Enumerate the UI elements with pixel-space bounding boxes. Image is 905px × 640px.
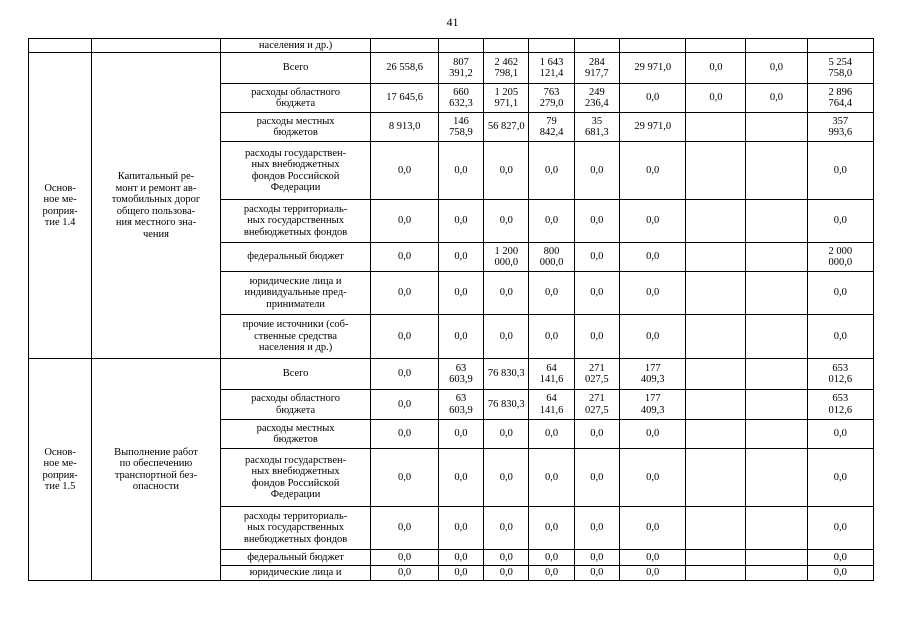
value-cell: 0,0	[371, 550, 438, 566]
measure-name-cell: Выполнение работ по обеспечению транспортной без- опасности	[92, 359, 221, 581]
table-row	[29, 39, 874, 53]
value-cell	[746, 142, 807, 200]
value-cell: 800 000,0	[529, 243, 574, 272]
value-cell: 0,0	[574, 449, 619, 507]
value-cell: 63 603,9	[438, 359, 483, 390]
value-cell: 0,0	[574, 507, 619, 550]
funding-source-cell: Всего	[220, 359, 371, 390]
name-cell	[92, 39, 221, 53]
value-cell: 0,0	[438, 507, 483, 550]
value-cell: 64 141,6	[529, 390, 574, 420]
value-cell: 0,0	[807, 200, 873, 243]
value-cell: 0,0	[484, 449, 529, 507]
value-cell: 0,0	[529, 420, 574, 449]
value-cell: 0,0	[438, 142, 483, 200]
value-cell: 0,0	[438, 550, 483, 566]
value-cell: 29 971,0	[620, 53, 686, 84]
funding-source-cell: расходы территориаль- ных государственных внебюджетных фондов	[220, 507, 371, 550]
value-cell: 0,0	[620, 315, 686, 359]
funding-source-cell: юридические лица и индивидуальные пред- приниматели	[220, 272, 371, 315]
value-cell	[746, 420, 807, 449]
value-cell	[746, 507, 807, 550]
value-cell: 0,0	[807, 272, 873, 315]
page-number: 41	[446, 15, 459, 29]
value-cell: 0,0	[529, 507, 574, 550]
value-cell: 0,0	[807, 315, 873, 359]
value-cell: 0,0	[574, 420, 619, 449]
value-cell	[620, 39, 686, 53]
value-cell: 2 462 798,1	[484, 53, 529, 84]
value-cell: 0,0	[438, 272, 483, 315]
value-cell: 0,0	[620, 566, 686, 581]
value-cell: 76 830,3	[484, 390, 529, 420]
value-cell	[686, 272, 746, 315]
value-cell: 0,0	[620, 507, 686, 550]
value-cell: 0,0	[371, 359, 438, 390]
value-cell	[746, 550, 807, 566]
value-cell: 0,0	[484, 507, 529, 550]
table-row	[29, 359, 874, 390]
value-cell: 76 830,3	[484, 359, 529, 390]
value-cell: 763 279,0	[529, 84, 574, 113]
value-cell	[438, 39, 483, 53]
value-cell	[686, 390, 746, 420]
value-cell: 0,0	[746, 53, 807, 84]
value-cell: 0,0	[746, 84, 807, 113]
value-cell	[686, 420, 746, 449]
value-cell: 0,0	[371, 272, 438, 315]
value-cell: 0,0	[686, 84, 746, 113]
value-cell: 29 971,0	[620, 113, 686, 142]
value-cell: 0,0	[620, 420, 686, 449]
value-cell	[746, 272, 807, 315]
value-cell: 5 254 758,0	[807, 53, 873, 84]
value-cell	[686, 566, 746, 581]
value-cell: 0,0	[484, 142, 529, 200]
value-cell	[686, 200, 746, 243]
value-cell	[686, 142, 746, 200]
table-row	[29, 53, 874, 84]
value-cell: 0,0	[620, 84, 686, 113]
value-cell: 0,0	[807, 550, 873, 566]
value-cell: 0,0	[371, 142, 438, 200]
value-cell: 271 027,5	[574, 390, 619, 420]
value-cell: 0,0	[807, 449, 873, 507]
value-cell: 0,0	[807, 142, 873, 200]
value-cell: 0,0	[371, 315, 438, 359]
value-cell	[746, 359, 807, 390]
value-cell	[686, 243, 746, 272]
funding-source-cell: Всего	[220, 53, 371, 84]
value-cell: 0,0	[620, 243, 686, 272]
value-cell: 357 993,6	[807, 113, 873, 142]
value-cell	[484, 39, 529, 53]
value-cell	[686, 113, 746, 142]
value-cell	[746, 566, 807, 581]
value-cell: 8 913,0	[371, 113, 438, 142]
value-cell: 0,0	[371, 420, 438, 449]
value-cell: 0,0	[686, 53, 746, 84]
value-cell: 0,0	[438, 200, 483, 243]
value-cell: 0,0	[529, 566, 574, 581]
value-cell: 0,0	[371, 449, 438, 507]
value-cell	[746, 39, 807, 53]
value-cell: 660 632,3	[438, 84, 483, 113]
value-cell	[746, 243, 807, 272]
value-cell: 653 012,6	[807, 359, 873, 390]
value-cell: 249 236,4	[574, 84, 619, 113]
funding-source-cell: расходы областного бюджета	[220, 84, 371, 113]
value-cell: 0,0	[807, 507, 873, 550]
funding-source-cell: расходы территориаль- ных государственных внебюджетных фондов	[220, 200, 371, 243]
value-cell	[746, 113, 807, 142]
measure-cell: Основ- ное ме- роприя- тие 1.5	[29, 359, 92, 581]
value-cell	[746, 390, 807, 420]
value-cell: 0,0	[438, 566, 483, 581]
value-cell: 0,0	[620, 142, 686, 200]
value-cell	[686, 507, 746, 550]
value-cell	[686, 449, 746, 507]
funding-source-cell: населения и др.)	[220, 39, 371, 53]
value-cell: 26 558,6	[371, 53, 438, 84]
value-cell: 0,0	[484, 315, 529, 359]
value-cell: 0,0	[807, 566, 873, 581]
value-cell: 0,0	[371, 390, 438, 420]
value-cell: 146 758,9	[438, 113, 483, 142]
value-cell: 0,0	[529, 272, 574, 315]
value-cell: 0,0	[529, 200, 574, 243]
funding-source-cell: расходы областного бюджета	[220, 390, 371, 420]
value-cell	[686, 550, 746, 566]
value-cell: 807 391,2	[438, 53, 483, 84]
value-cell: 177 409,3	[620, 359, 686, 390]
funding-source-cell: федеральный бюджет	[220, 550, 371, 566]
value-cell: 35 681,3	[574, 113, 619, 142]
value-cell: 177 409,3	[620, 390, 686, 420]
value-cell: 0,0	[484, 420, 529, 449]
value-cell: 0,0	[438, 420, 483, 449]
value-cell: 0,0	[371, 566, 438, 581]
value-cell: 0,0	[574, 200, 619, 243]
value-cell: 79 842,4	[529, 113, 574, 142]
value-cell: 0,0	[371, 200, 438, 243]
value-cell: 0,0	[529, 315, 574, 359]
value-cell: 0,0	[484, 550, 529, 566]
value-cell: 0,0	[484, 272, 529, 315]
value-cell	[574, 39, 619, 53]
value-cell: 1 205 971,1	[484, 84, 529, 113]
value-cell	[686, 359, 746, 390]
value-cell: 0,0	[620, 449, 686, 507]
value-cell: 0,0	[371, 243, 438, 272]
funding-source-cell: федеральный бюджет	[220, 243, 371, 272]
value-cell: 0,0	[574, 550, 619, 566]
value-cell: 0,0	[438, 243, 483, 272]
value-cell: 0,0	[371, 507, 438, 550]
measure-cell	[29, 39, 92, 53]
value-cell: 0,0	[484, 200, 529, 243]
value-cell: 0,0	[529, 142, 574, 200]
value-cell: 0,0	[574, 142, 619, 200]
value-cell	[746, 315, 807, 359]
value-cell: 63 603,9	[438, 390, 483, 420]
budget-table	[28, 38, 874, 581]
value-cell	[686, 39, 746, 53]
value-cell: 1 200 000,0	[484, 243, 529, 272]
value-cell	[807, 39, 873, 53]
value-cell: 2 000 000,0	[807, 243, 873, 272]
value-cell: 0,0	[574, 243, 619, 272]
funding-source-cell: юридические лица и	[220, 566, 371, 581]
value-cell: 0,0	[529, 550, 574, 566]
funding-source-cell: прочие источники (соб- ственные средства населения и др.)	[220, 315, 371, 359]
value-cell: 64 141,6	[529, 359, 574, 390]
value-cell: 0,0	[807, 420, 873, 449]
funding-source-cell: расходы государствен- ных внебюджетных фондов Российской Федерации	[220, 142, 371, 200]
value-cell: 0,0	[574, 315, 619, 359]
value-cell: 1 643 121,4	[529, 53, 574, 84]
measure-name-cell: Капитальный ре- монт и ремонт ав- томобильных дорог общего пользова- ния местного зна- чения	[92, 53, 221, 359]
value-cell: 0,0	[574, 272, 619, 315]
value-cell: 0,0	[620, 272, 686, 315]
value-cell: 0,0	[574, 566, 619, 581]
value-cell: 17 645,6	[371, 84, 438, 113]
funding-source-cell: расходы государствен- ных внебюджетных фондов Российской Федерации	[220, 449, 371, 507]
value-cell: 0,0	[620, 200, 686, 243]
funding-source-cell: расходы местных бюджетов	[220, 420, 371, 449]
value-cell: 0,0	[529, 449, 574, 507]
table-body	[29, 39, 874, 581]
measure-cell: Основ- ное ме- роприя- тие 1.4	[29, 53, 92, 359]
value-cell: 0,0	[484, 566, 529, 581]
value-cell	[371, 39, 438, 53]
value-cell	[746, 200, 807, 243]
value-cell: 0,0	[438, 449, 483, 507]
value-cell	[746, 449, 807, 507]
value-cell	[529, 39, 574, 53]
value-cell: 653 012,6	[807, 390, 873, 420]
value-cell	[686, 315, 746, 359]
value-cell: 2 896 764,4	[807, 84, 873, 113]
value-cell: 0,0	[620, 550, 686, 566]
value-cell: 271 027,5	[574, 359, 619, 390]
value-cell: 0,0	[438, 315, 483, 359]
value-cell: 56 827,0	[484, 113, 529, 142]
funding-source-cell: расходы местных бюджетов	[220, 113, 371, 142]
value-cell: 284 917,7	[574, 53, 619, 84]
